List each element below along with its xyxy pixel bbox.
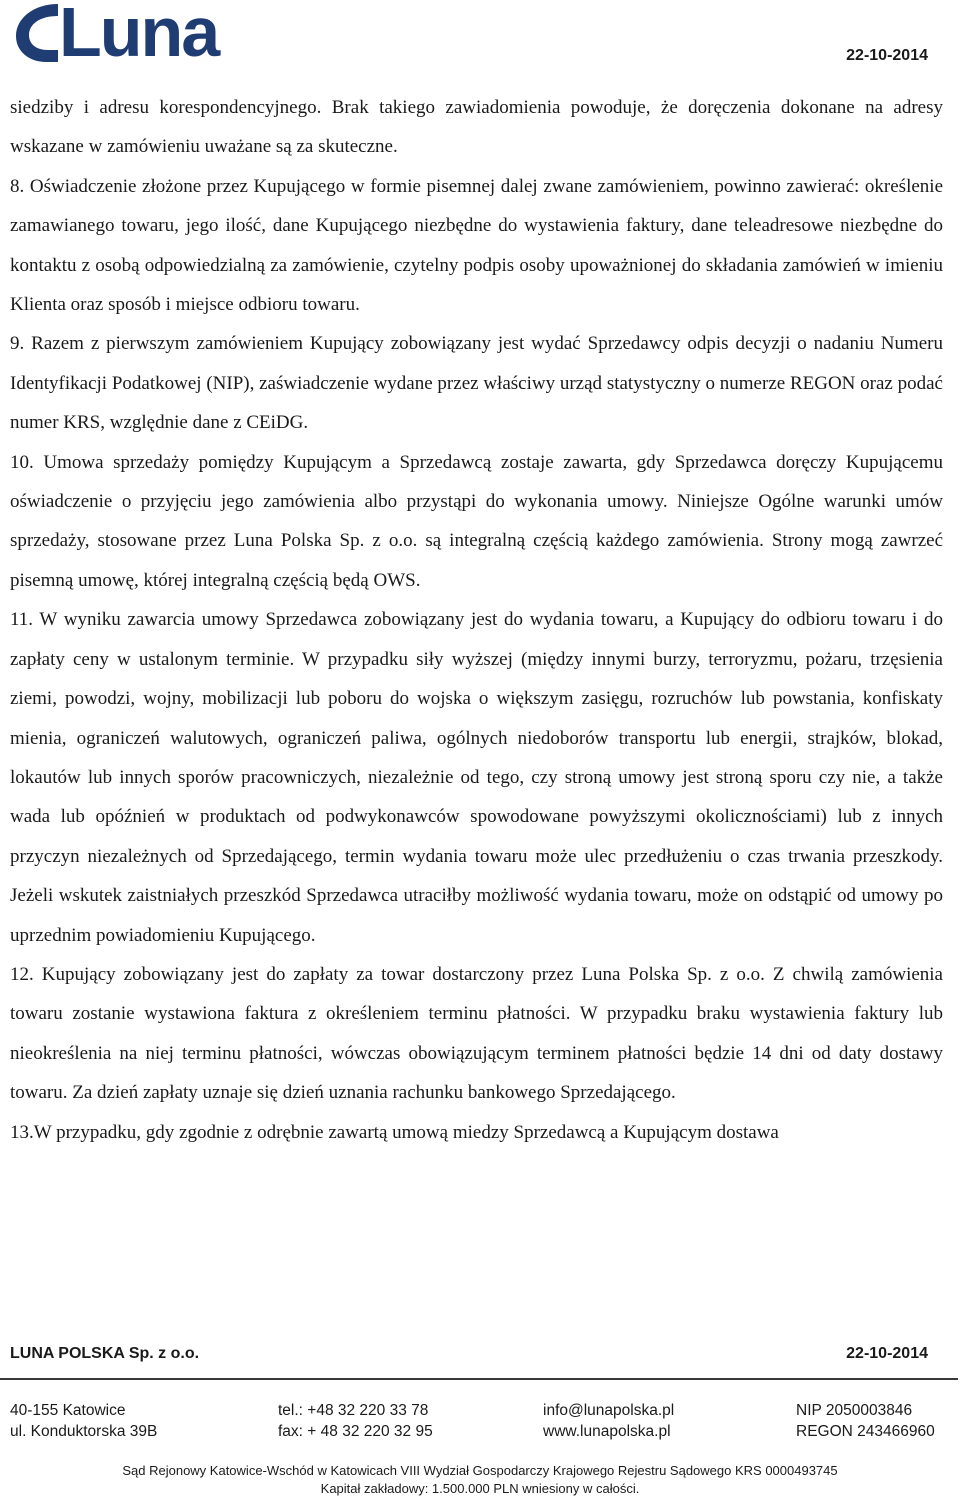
- page-header: [0, 0, 960, 70]
- paragraph-11: 11. W wyniku zawarcia umowy Sprzedawca zobowiązany jest do wydania towaru, a Kupujący do odbioru towaru i do zapłaty ceny w ustalonym terminie. W przypadku siły wyższej (między innymi burzy, terroryzmu, pożaru, trzęsienia ziemi, powodzi, wojny, mobilizacji lub poboru do wojska o większym zasięgu, rozruchów lub powstania, konfiskaty mienia, ograniczeń walutowych, ograniczeń paliwa, ogólnych niedoborów transportu lub energii, strajków, blokad, lokautów lub innych sporów pracowniczych, niezależnie od tego, czy stroną umowy jest stroną sporu czy nie, a także wada lub opóźnień w produktach od podwykonawców spowodowane powyższymi okolicznościami) lub z innych przyczyn niezależnych od Sprzedającego, termin wydania towaru może ulec przedłużeniu o czas trwania przeszkody. Jeżeli wskutek zaistniałych przeszkód Sprzedawca utraciłby możliwość wydania towaru, może on odstąpić od umowy po uprzednim powiadomieniu Kupującego.: [10, 609, 943, 946]
- footer-fax: fax: + 48 32 220 32 95: [278, 1423, 433, 1440]
- document-body: [10, 88, 943, 1152]
- footer-date: 22-10-2014: [846, 1345, 928, 1362]
- footer-tel: tel.: +48 32 220 33 78: [278, 1402, 429, 1419]
- footer-capital-info: Kapitał zakładowy: 1.500.000 PLN wniesiony w całości.: [320, 1481, 640, 1496]
- footer-website[interactable]: www.lunapolska.pl: [543, 1423, 671, 1440]
- paragraph-13: 13.W przypadku, gdy zgodnie z odrębnie zawartą umową miedzy Sprzedawcą a Kupującym dostawa: [10, 1121, 779, 1143]
- paragraph-12: 12. Kupujący zobowiązany jest do zapłaty za towar dostarczony przez Luna Polska Sp. z o.o. Z chwilą zamówienia towaru zostanie wystawiona faktura z określeniem terminu płatności. W przypadku braku wystawienia faktury lub nieokreślenia na niej terminu płatności, wówczas obowiązującym terminem płatności będzie 14 dni od daty dostawy towaru. Za dzień zapłaty uznaje się dzień uznania rachunku bankowego Sprzedającego.: [10, 963, 943, 1104]
- footer-court-info: Sąd Rejonowy Katowice-Wschód w Katowicach VIII Wydział Gospodarczy Krajowego Rejestru Sądowego KRS 0000493745: [122, 1463, 838, 1478]
- paragraph-10: 10. Umowa sprzedaży pomiędzy Kupującym a Sprzedawcą zostaje zawarta, gdy Sprzedawca doręczy Kupującemu oświadczenie o przyjęciu jego zamówienia albo przystąpi do wykonania umowy. Niniejsze Ogólne warunki umów sprzedaży, stosowane przez Luna Polska Sp. z o.o. są integralną częścią każdego zamówienia. Strony mogą zawrzeć pisemną umowę, której integralną częścią będą OWS.: [10, 451, 943, 591]
- logo-wordmark: Luna: [59, 0, 219, 71]
- footer-web: [543, 1400, 674, 1442]
- paragraph-8: 8. Oświadczenie złożone przez Kupującego w formie pisemnej dalej zwane zamówieniem, powinno zawierać: określenie zamawianego towaru, jego ilość, dane Kupującego niezbędne do wystawienia faktury, dane teleadresowe niezbędne do kontaktu z osobą odpowiedzialną za zamówienie, czytelny podpis osoby upoważnionej do składania zamówień w imieniu Klienta oraz sposób i miejsce odbioru towaru.: [10, 175, 943, 316]
- footer-phone: [278, 1400, 433, 1442]
- footer-email[interactable]: info@lunapolska.pl: [543, 1402, 675, 1419]
- paragraph-9: 9. Razem z pierwszym zamówieniem Kupujący zobowiązany jest wydać Sprzedawcy odpis decyzji o nadaniu Numeru Identyfikacji Podatkowej (NIP), zaświadczenie wydane przez właściwy urząd statystyczny o numerze REGON oraz podać numer KRS, względnie dane z CEiDG.: [10, 333, 943, 434]
- footer-city: 40-155 Katowice: [10, 1402, 126, 1419]
- footer-address: [10, 1400, 157, 1442]
- footer-regon: REGON 243466960: [796, 1423, 935, 1440]
- footer-registry: [796, 1400, 935, 1442]
- footer-street: ul. Konduktorska 39B: [10, 1423, 158, 1440]
- paragraph: siedziby i adresu korespondencyjnego. Brak takiego zawiadomienia powoduje, że doręczenia dokonane na adresy wskazane w zamówieniu uważane są za skuteczne.: [10, 97, 943, 158]
- luna-logo: [12, 0, 232, 71]
- footer-company-name: LUNA POLSKA Sp. z o.o.: [10, 1345, 200, 1362]
- header-date: 22-10-2014: [846, 47, 928, 64]
- footer-nip: NIP 2050003846: [796, 1402, 913, 1419]
- footer-divider: [0, 1378, 958, 1380]
